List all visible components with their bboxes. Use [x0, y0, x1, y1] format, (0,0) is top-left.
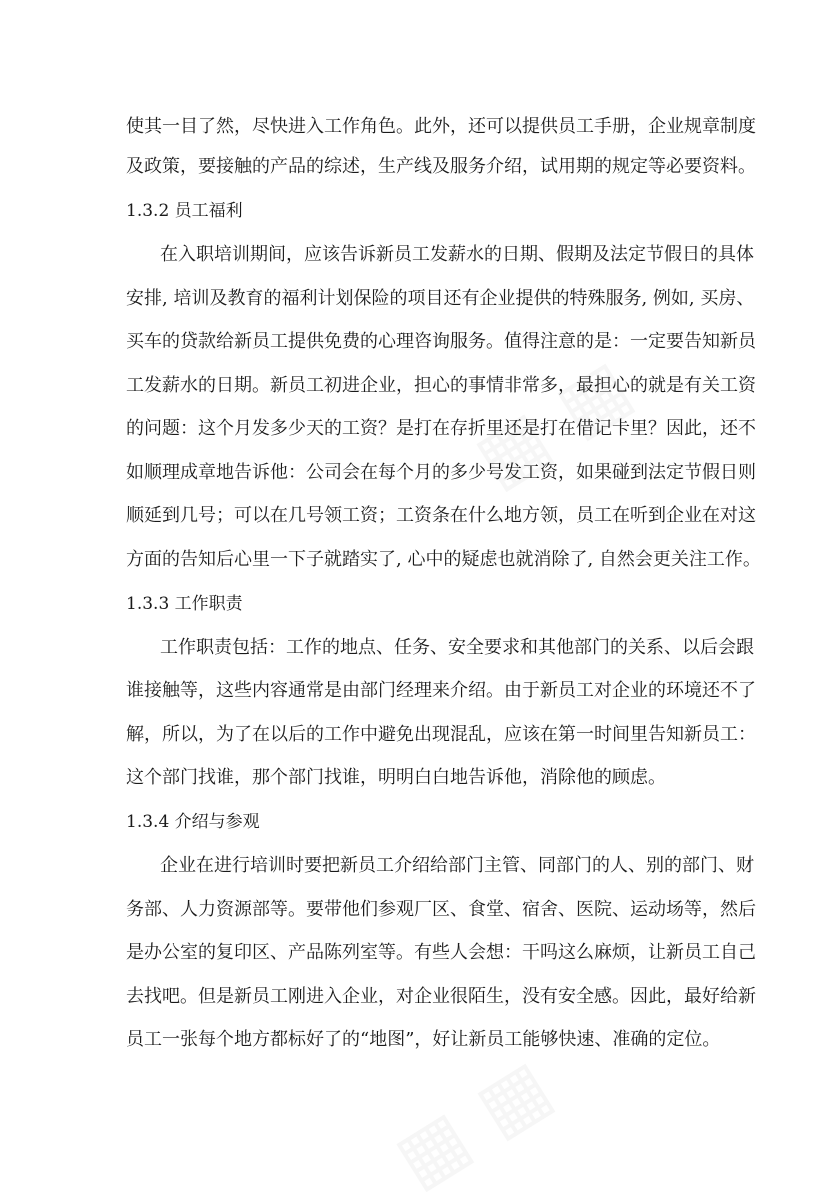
paragraph-line: 解，所以，为了在以后的工作中避免出现混乱，应该在第一时间里告知新员工： — [126, 724, 756, 745]
section-heading: 1.3.2 员工福利 — [126, 201, 243, 221]
paragraph-line: 工发薪水的日期。新员工初进企业，担心的事情非常多，最担心的就是有关工资 — [126, 375, 756, 396]
paragraph-line: 安排, 培训及教育的福利计划保险的项目还有企业提供的特殊服务, 例如, 买房、 — [126, 288, 755, 309]
paragraph-line: 去找吧。但是新员工刚进入企业，对企业很陌生，没有安全感。因此，最好给新 — [126, 986, 756, 1007]
watermark-mark — [380, 1043, 566, 1203]
paragraph-line: 务部、人力资源部等。要带他们参观厂区、食堂、宿舍、医院、运动场等，然后 — [126, 899, 756, 920]
paragraph-line: 员工一张每个地方都标好了的“地图”，好让新员工能够快速、准确的定位。 — [126, 1029, 721, 1050]
paragraph-line: 是办公室的复印区、产品陈列室等。有些人会想：干吗这么麻烦，让新员工自己 — [126, 942, 756, 963]
paragraph-line: 企业在进行培训时要把新员工介绍给部门主管、同部门的人、别的部门、财 — [160, 855, 754, 876]
paragraph-line: 在入职培训期间，应该告诉新员工发薪水的日期、假期及法定节假日的具体 — [160, 244, 754, 265]
paragraph-line: 方面的告知后心里一下子就踏实了, 心中的疑虑也就消除了, 自然会更关注工作。 — [126, 549, 761, 570]
paragraph-line: 使其一目了然，尽快进入工作角色。此外，还可以提供员工手册，企业规章制度 — [126, 116, 756, 137]
paragraph-line: 这个部门找谁，那个部门找谁，明明白白地告诉他，消除他的顾虑。 — [126, 767, 666, 788]
paragraph-line: 及政策，要接触的产品的综述，生产线及服务介绍，试用期的规定等必要资料。 — [126, 156, 756, 177]
paragraph-line: 谁接触等，这些内容通常是由部门经理来介绍。由于新员工对企业的环境还不了 — [126, 680, 756, 701]
paragraph-line: 如顺理成章地告诉他：公司会在每个月的多少号发工资，如果碰到法定节假日则 — [126, 462, 756, 483]
paragraph-line: 买车的贷款给新员工提供免费的心理咨询服务。值得注意的是：一定要告知新员 — [126, 331, 756, 352]
paragraph-line: 顺延到几号；可以在几号领工资；工资条在什么地方领，员工在听到企业在对这 — [126, 505, 756, 526]
section-heading: 1.3.3 工作职责 — [126, 594, 243, 614]
paragraph-line: 的问题：这个月发多少天的工资？是打在存折里还是打在借记卡里？因此，还不 — [126, 418, 756, 439]
paragraph-line: 工作职责包括：工作的地点、任务、安全要求和其他部门的关系、以后会跟 — [160, 637, 754, 658]
section-heading: 1.3.4 介绍与参观 — [126, 812, 260, 832]
